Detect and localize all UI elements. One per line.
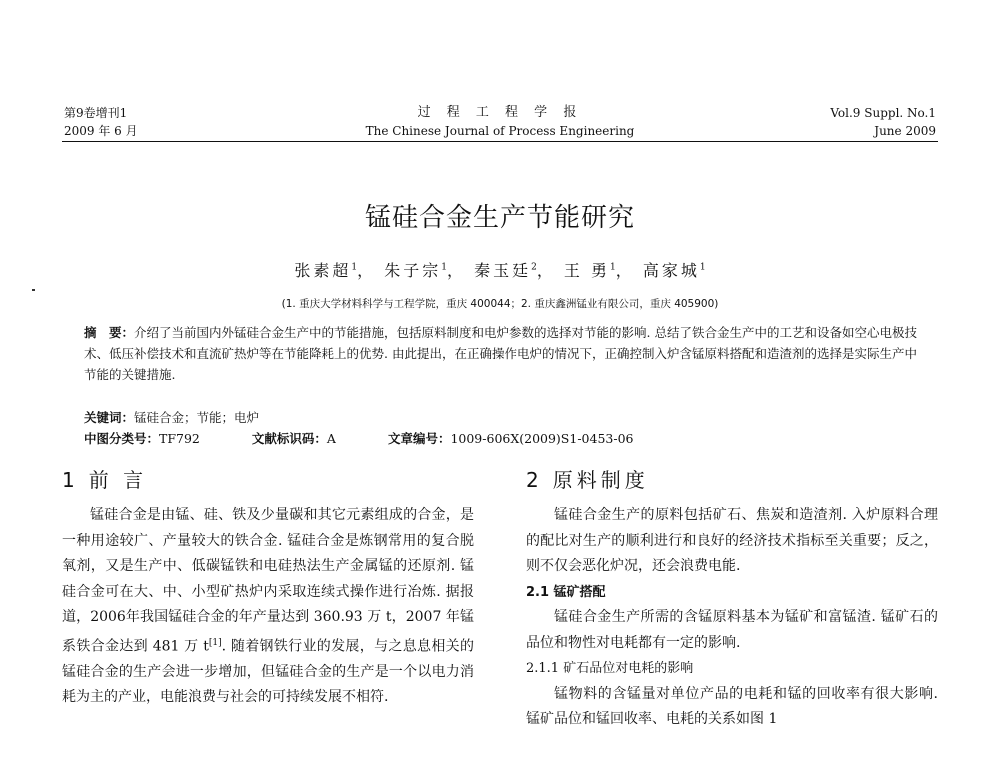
abstract-text: 介绍了当前国内外锰硅合金生产中的节能措施，包括原料制度和电炉参数的选择对节能的影响. 总结了铁合金生产中的工艺和设备如空心电极技术、低压补偿技术和直流矿热炉等在节能降耗上的优势. 由此提出，在正确操作电炉的情况下，正确控制入炉含锰原料搭配和造渣剂的选择是实际生产中节能的关键措施. xyxy=(84,325,917,382)
subsection-2-1-paragraph: 锰硅合金生产所需的含锰原料基本为锰矿和富锰渣. 锰矿石的品位和物性对电耗都有一定的影响. xyxy=(526,609,938,651)
header-left xyxy=(64,104,138,140)
journal-name-en: The Chinese Journal of Process Engineering xyxy=(365,124,635,138)
section-heading-1: 1 前 言 xyxy=(62,468,148,492)
publish-date-en: June 2009 xyxy=(874,124,936,138)
section-heading-2: 2 原料制度 xyxy=(526,468,649,492)
author: 高家城$^1$ xyxy=(642,261,706,280)
keywords-label: 关键词： xyxy=(84,410,135,425)
right-column xyxy=(526,465,938,733)
header-center xyxy=(300,104,700,140)
author: 王 勇$^1$ xyxy=(563,261,616,280)
subsection-heading-2-1: 2.1 锰矿搭配 xyxy=(526,584,606,600)
subsection-2-1-1-paragraph: 锰物料的含锰量对单位产品的电耗和锰的回收率有很大影响. 锰矿品位和锰回收率、电耗的关系如图 1 xyxy=(526,685,938,727)
author-list: 张素超$^1$， 朱子宗$^1$， 秦玉廷$^2$， 王 勇$^1$， 高家城$^1$ xyxy=(294,261,706,280)
publish-date-cn: 2009 年 6 月 xyxy=(64,124,138,138)
classification-line xyxy=(84,428,924,449)
header-right xyxy=(830,104,936,140)
header-rule xyxy=(62,141,938,142)
keywords-text: 锰硅合金；节能；电炉 xyxy=(134,410,260,425)
section-1-paragraph: 锰硅合金是由锰、硅、铁及少量碳和其它元素组成的合金，是一种用途较广、产量较大的铁合金. 锰硅合金是炼钢常用的复合脱氧剂，又是生产中、低碳锰铁和电硅热法生产金属锰的还原剂. 锰硅合金可在大、中、小型矿热炉内采取连续式操作进行冶炼. 据报道，2006年我国锰硅合金的年产量达到 360.93 万 t，2007 年锰系铁合金达到 481 万 t[1]. 随着钢铁行业的发展，与之息息相关的锰硅合金的生产会进一步增加，但锰硅合金的生产是一个以电力消耗为主的产业，电能浪费与社会的可持续发展不相符. xyxy=(62,507,474,706)
subsection-heading-2-1-1: 2.1.1 矿石品位对电耗的影响 xyxy=(526,661,694,676)
affiliation: (1. 重庆大学材料科学与工程学院，重庆 400044；2. 重庆鑫洲锰业有限公司，重庆 405900) xyxy=(281,298,719,310)
abstract-label: 摘 要： xyxy=(84,325,135,340)
author: 朱子宗$^1$ xyxy=(384,261,447,280)
author: 秦玉廷$^2$ xyxy=(474,261,537,280)
journal-name-cn: 过 程 工 程 学 报 xyxy=(417,105,583,120)
volume-issue-en: Vol.9 Suppl. No.1 xyxy=(830,106,936,120)
author: 张素超$^1$ xyxy=(294,261,358,280)
scan-speck xyxy=(32,289,35,291)
abstract xyxy=(84,322,924,385)
volume-issue: 第9卷增刊1 xyxy=(64,106,128,120)
paper-title: 锰硅合金生产节能研究 xyxy=(364,203,635,233)
left-column xyxy=(62,465,474,711)
keywords xyxy=(84,407,924,428)
document-code: 文献标识码：A xyxy=(251,431,336,446)
section-2-paragraph: 锰硅合金生产的原料包括矿石、焦炭和造渣剂. 入炉原料合理的配比对生产的顺利进行和良好的经济技术指标至关重要；反之，则不仅会恶化炉况，还会浪费电能. xyxy=(526,507,938,574)
clc-number: 中图分类号：TF792 xyxy=(84,431,200,446)
article-number: 文章编号：1009-606X(2009)S1-0453-06 xyxy=(387,431,634,446)
citation-ref[interactable]: [1] xyxy=(208,637,222,648)
